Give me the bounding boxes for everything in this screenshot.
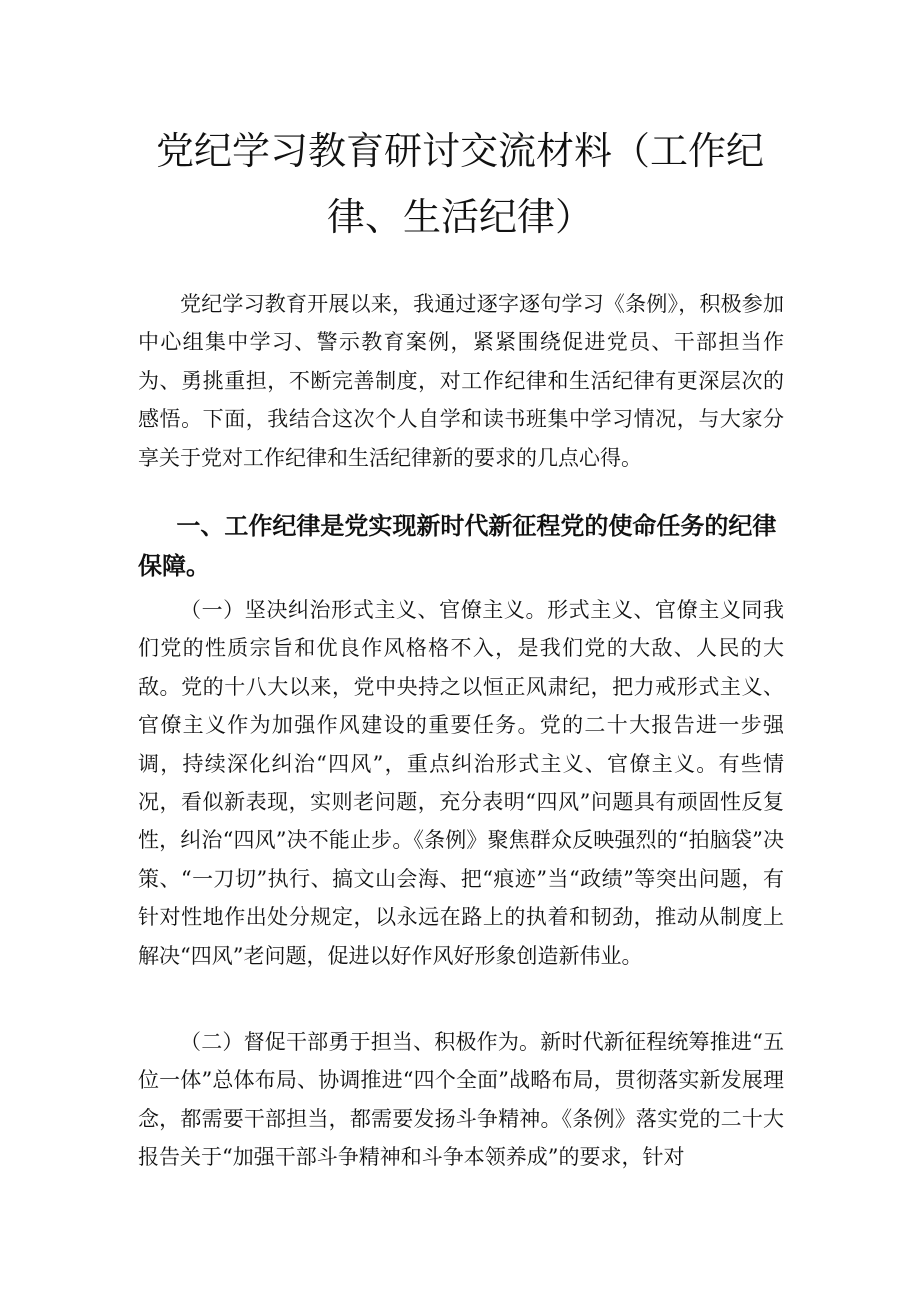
intro-paragraph: 党纪学习教育开展以来，我通过逐字逐句学习《条例》，积极参加中心组集中学习、警示教育案例，紧紧围绕促进党员、干部担当作为、勇挑重担，不断完善制度，对工作纪律和生活纪律有更深层次的感悟。下面，我结合这次个人自学和读书班集中学习情况，与大家分享关于党对工作纪律和生活纪律新的要求的几点心得。 — [138, 292, 784, 470]
document-title: 党纪学习教育研讨交流材料（工作纪律、生活纪律） — [155, 129, 764, 239]
paragraph-formalism-bureaucracy: （一）坚决纠治形式主义、官僚主义。形式主义、官僚主义同我们党的性质宗旨和优良作风格格不入，是我们党的大敌、人民的大敌。党的十八大以来，党中央持之以恒正风肃纪，把力戒形式主义、官僚主义作为加强作风建设的重要任务。党的二十大报告进一步强调，持续深化纠治“四风”，重点纠治形式主义、官僚主义。有些情况，看似新表现，实则老问题，充分表明“四风”问题具有顽固性反复性，纠治“四风”决不能止步。《条例》聚焦群众反映强烈的“拍脑袋”决策、“一刀切”执行、搞文山会海、把“痕迹”当“政绩”等突出问题，有针对性地作出处分规定，以永远在路上的执着和韧劲，推动从制度上解决“四风”老问题，促进以好作风好形象创造新伟业。 — [138, 598, 784, 968]
paragraph-cadre-responsibility: （二）督促干部勇于担当、积极作为。新时代新征程统筹推进“五位一体”总体布局、协调推进“四个全面”战略布局，贯彻落实新发展理念，都需要干部担当，都需要发扬斗争精神。《条例》落实党的二十大报告关于“加强干部斗争精神和斗争本领养成”的要求，针对 — [138, 1030, 784, 1170]
section-heading-work-discipline: 一、工作纪律是党实现新时代新征程党的使命任务的纪律保障。 — [138, 512, 777, 580]
